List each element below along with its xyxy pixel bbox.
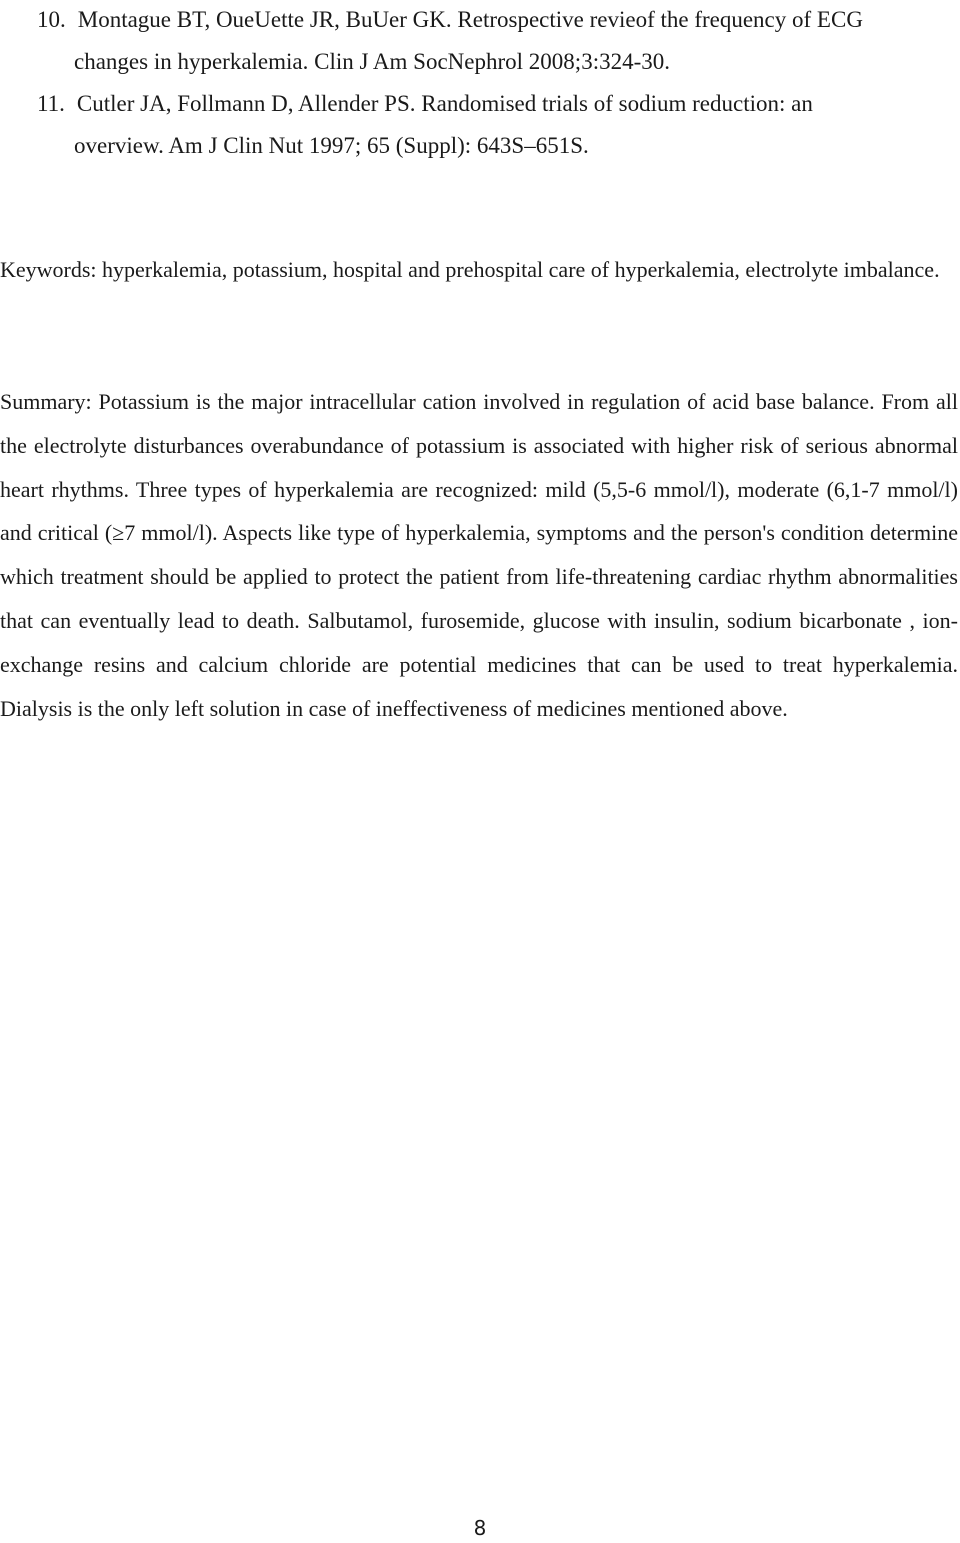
reference-item xyxy=(0,84,960,168)
summary-paragraph: Summary: Potassium is the major intracellular cation involved in regulation of acid base balance. From all the electrolyte disturbances overabundance of potassium is associated with higher risk of serious abnormal heart rhythms. Three types of hyperkalemia are recognized: mild (5,5-6 mmol/l), moderate (6,1-7 mmol/l) and critical (≥7 mmol/l). Aspects like type of hyperkalemia, symptoms and the person's condition determine which treatment should be applied to protect the patient from life-threatening cardiac rhythm abnormalities that can eventually lead to death. Salbutamol, furosemide, glucose with insulin, sodium bicarbonate , ion-exchange resins and calcium chloride are potential medicines that can be used to treat hyperkalemia. Dialysis is the only left solution in case of ineffectiveness of medicines mentioned above. xyxy=(0,389,958,721)
reference-text: Cutler JA, Follmann D, Allender PS. Randomised trials of sodium reduction: an xyxy=(76,91,813,116)
reference-text-continued: overview. Am J Clin Nut 1997; 65 (Suppl): 643S–651S. xyxy=(74,133,589,158)
keywords-paragraph: Keywords: hyperkalemia, potassium, hospital and prehospital care of hyperkalemia, electrolyte imbalance. xyxy=(0,257,940,282)
reference-number: 10. xyxy=(37,7,66,32)
page-number: 8 xyxy=(473,1516,487,1540)
reference-text-continued: changes in hyperkalemia. Clin J Am SocNephrol 2008;3:324-30. xyxy=(74,49,670,74)
reference-text: Montague BT, OueUette JR, BuUer GK. Retrospective revieof the frequency of ECG xyxy=(77,7,863,32)
reference-list xyxy=(0,0,960,168)
reference-item xyxy=(0,0,960,84)
reference-number: 11. xyxy=(37,91,65,116)
